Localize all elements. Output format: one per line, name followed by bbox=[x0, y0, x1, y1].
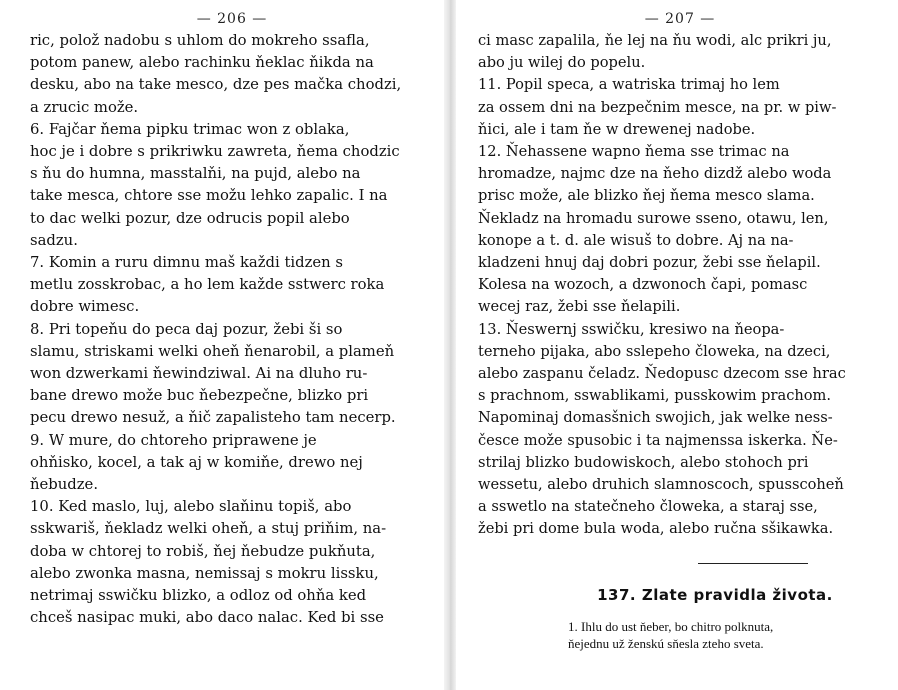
page-body bbox=[478, 30, 882, 541]
paragraph: 7. Komin a ruru dimnu maš každi tidzen s metlu zosskrobac, a ho lem každe sstwerc roka dobre wimesc. bbox=[30, 254, 385, 316]
paragraph: ci masc zapalila, ňe lej na ňu wodi, alc prikri ju, abo ju wilej do popelu. bbox=[478, 32, 832, 72]
section-heading: 137. Zlate pravidla života. bbox=[597, 585, 833, 604]
page-body bbox=[30, 30, 434, 629]
paragraph: 8. Pri topeňu do peca daj pozur, žebi ši so slamu, striskami welki oheň ňenarobil, a plameň won dzwerkami ňewindziwal. Ai na dluho ru- bane drewo može buc ňebezpečne, blizko pri pecu drewo nesuž, a ňič zapalisteho tam necerp. bbox=[30, 320, 396, 427]
book-gutter bbox=[444, 0, 456, 690]
paragraph: 12. Ňehassene wapno ňema sse trimac na hromadze, najmc dze na ňeho dizdž alebo woda prisc može, ale blizko ňej ňema mesco slama. Ňekladz na hromadu surowe sseno, otawu, len, konope a t. d. ale wisuš to dobre. Aj na na- kladzeni hnuj daj dobri pozur, žebi sse ňelapil. Kolesa na wozoch, a dzwonoch čapi, pomasc wecej raz, žebi sse ňelapili. bbox=[478, 143, 832, 316]
page-number: — 206 — bbox=[196, 11, 268, 27]
paragraph: 9. W mure, do chtoreho priprawene je ohňisko, kocel, a tak aj w komiňe, drewo nej ňebudze. bbox=[30, 431, 363, 494]
page-number: — 207 — bbox=[644, 11, 716, 27]
paragraph: 13. Ňeswernj sswičku, kresiwo na ňeopa- terneho pijaka, abo sslepeho čloweka, na dzeci, alebo zaspanu čeladz. Ňedopusc dzecom sse hrac s prachnom, sswablikami, pusskowim prachom. Napominaj domasšnich swojich, jak welke ness- česce može spusobic i ta najmenssa iskerka. Ňe- strilaj blizko budowiskoch, alebo stohoch pri wessetu, alebo druhich slamnoscoch, spusscoheň a sswetlo na statečneho čloweka, a staraj sse, žebi pri dome bula woda, alebo ručna sšikawka. bbox=[478, 320, 846, 538]
paragraph: 10. Ked maslo, luj, alebo slaňinu topiš, abo sskwariš, ňekladz welki oheň, a stuj priňim, na- doba w chtorej to robiš, ňej ňebudze pukňuta, alebo zwonka masna, nemissaj s mokru lissku, netrimaj sswičku blizko, a odloz od ohňa ked chceš nasipac muki, abo daco nalac. Ked bi sse bbox=[30, 498, 387, 627]
paragraph: 11. Popil speca, a watriska trimaj ho lem za ossem dni na bezpečnim mesce, na pr. w piw- ňici, ale i tam ňe w drewenej nadobe. bbox=[478, 76, 837, 138]
paragraph: ric, polož nadobu s uhlom do mokreho ssafla, potom panew, alebo rachinku ňeklac ňikda na desku, abo na take mesco, dze pes mačka chodzi, a zrucic može. bbox=[30, 32, 402, 116]
section-divider bbox=[698, 563, 808, 564]
verse-text: 1. Ihlu do ust ňeber, bo chitro polknuta, ňejednu už ženskú sňesla zteho sveta. bbox=[568, 618, 774, 651]
right-page bbox=[456, 0, 898, 690]
paragraph: 6. Fajčar ňema pipku trimac won z oblaka, hoc je i dobre s prikriwku zawreta, ňema chodzic s ňu do humna, masstalňi, na pujd, alebo na take mesca, chtore sse možu lehko zapalic. I na to dac welki pozur, dze odrucis popil alebo sadzu. bbox=[30, 120, 400, 249]
left-page bbox=[0, 0, 444, 690]
